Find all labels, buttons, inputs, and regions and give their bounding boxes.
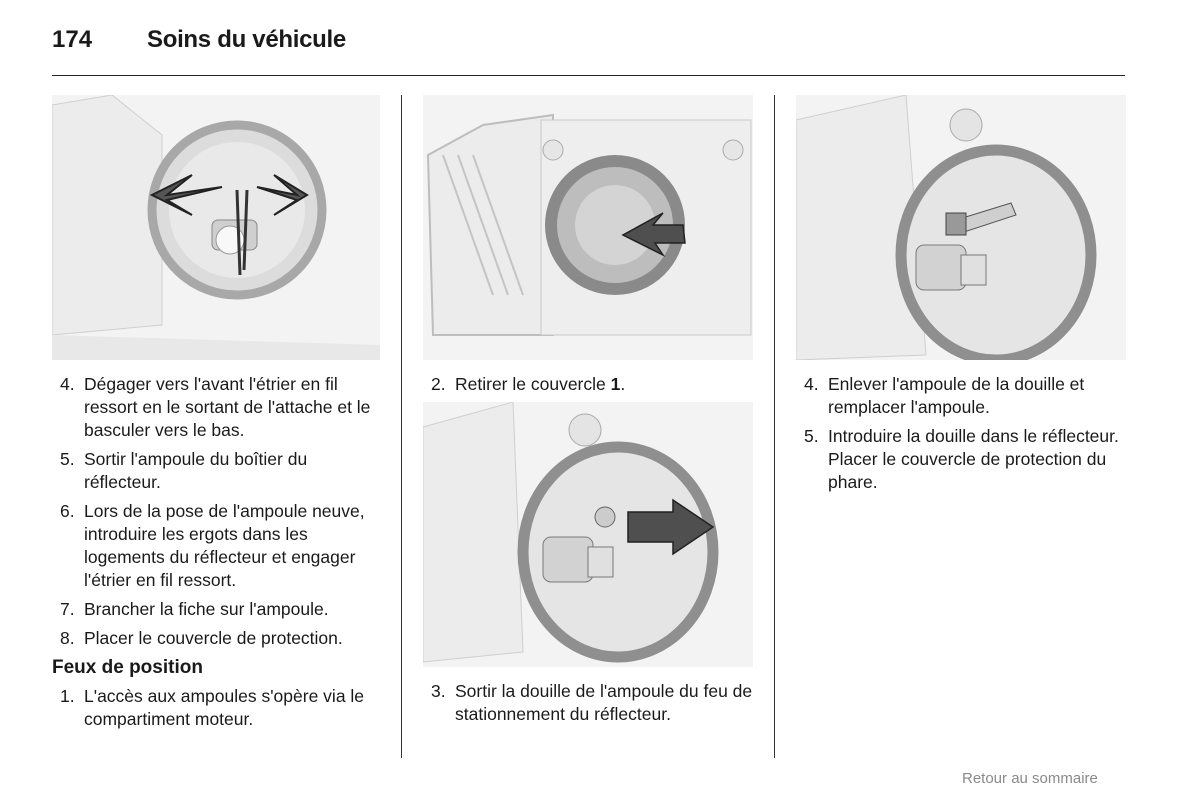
list-item: 4. Enlever l'ampoule de la douille et remplacer l'ampoule.	[804, 374, 1085, 417]
illustration-cover-removal	[423, 95, 753, 360]
illustration-bulb-replacement	[796, 95, 1126, 360]
chapter-title: Soins du véhicule	[147, 26, 346, 53]
column-2-step-3	[423, 680, 753, 732]
list-item: 5. Introduire la douille dans le réflecteur. Placer le couvercle de protection du phare.	[804, 426, 1119, 492]
illustration-spring-clip-drawing	[52, 95, 380, 360]
page-number: 174	[52, 26, 93, 53]
illustration-bulb-replacement-drawing	[796, 95, 1126, 360]
column-3-text	[796, 373, 1131, 500]
list-item: 6. Lors de la pose de l'ampoule neuve, introduire les ergots dans les logements du réflecteur et engager l'étrier en fil ressort.	[60, 501, 365, 590]
section-heading: Feux de position	[52, 657, 203, 678]
column-divider	[401, 95, 402, 758]
illustration-socket-removal	[423, 402, 753, 667]
list-item: 3. Sortir la douille de l'ampoule du feu de stationnement du réflecteur.	[431, 681, 753, 724]
back-to-contents-link[interactable]: Retour au sommaire	[962, 770, 1098, 787]
list-item: 1. L'accès aux ampoules s'opère via le compartiment moteur.	[60, 686, 365, 729]
column-divider	[774, 95, 775, 758]
list-item: 8. Placer le couvercle de protection.	[60, 628, 343, 648]
list-item: 2. Retirer le couvercle 1.	[431, 374, 626, 394]
header-rule	[52, 75, 1125, 76]
list-item: 4. Dégager vers l'avant l'étrier en fil ressort en le sortant de l'attache et le basculer vers le bas.	[60, 374, 371, 440]
illustration-spring-clip	[52, 95, 380, 360]
column-1-text	[52, 373, 387, 737]
list-item: 7. Brancher la fiche sur l'ampoule.	[60, 599, 329, 619]
page-header	[52, 24, 1125, 76]
column-2-step-2	[423, 373, 753, 402]
illustration-cover-removal-drawing	[423, 95, 753, 360]
list-item: 5. Sortir l'ampoule du boîtier du réflecteur.	[60, 449, 308, 492]
illustration-socket-removal-drawing	[423, 402, 753, 667]
